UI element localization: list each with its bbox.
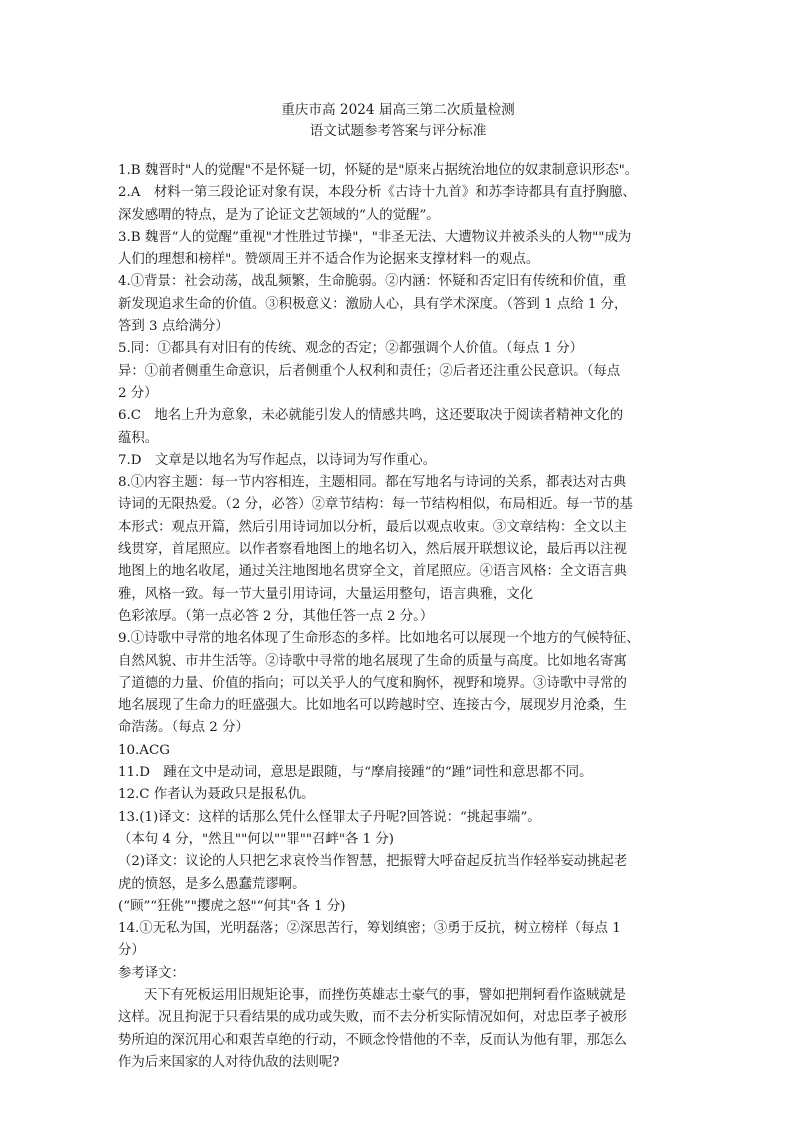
text-line: 地图上的地名收尾，通过关注地图地名贯穿全文，首尾照应。④语言风格：全文语言典 — [118, 564, 627, 580]
text-line: 深发感喟的特点，是为了论证文艺领域的“人的觉醒”。 — [118, 207, 440, 223]
text-line: 答到 3 点给满分） — [118, 319, 229, 335]
text-line: 新发现追求生命的价值。③积极意义：激励人心，具有学术深度。（答到 1 点给 1 分， — [118, 296, 628, 312]
text-line: 参考译文： — [118, 965, 185, 981]
text-line: 命浩荡。（每点 2 分） — [118, 720, 249, 736]
text-line: 地名展现了生命力的旺盛强大。比如地名可以跨越时空、连接古今，展现岁月沧桑，生 — [118, 698, 627, 714]
text-line: 线贯穿，首尾照应。以作者察看地图上的地名切入，然后展开联想议论，最后再以注视 — [118, 542, 627, 558]
document-header — [118, 100, 678, 142]
answer-document — [118, 100, 678, 1074]
text-line: 蕴积。 — [118, 430, 159, 446]
text-line: 2.A 材料一第三段论证对象有误，本段分析《古诗十九首》和苏李诗都具有直抒胸臆、 — [118, 185, 636, 201]
text-line: 这样。况且拘泥于只看结果的成功或失败，而不去分析实际情况如何，对忠臣孝子被形 — [118, 1010, 627, 1026]
text-line: 5.同：①都具有对旧有的传统、观念的否定；②都强调个人价值。（每点 1 分） — [118, 341, 583, 357]
text-line: 色彩浓厚。（第一点必答 2 分，其他任答一点 2 分。） — [118, 608, 434, 624]
text-line: 9.①诗歌中寻常的地名体现了生命形态的多样。比如地名可以展现一个地方的气候特征、 — [118, 631, 640, 647]
document-subtitle: 语文试题参考答案与评分标准 — [309, 123, 487, 139]
text-line: 13.(1)译文：这样的话那么凭什么怪罪太子丹呢?回答说：“挑起事端”。 — [118, 809, 541, 825]
text-line: 14.①无私为国，光明磊落；②深思苦行，筹划缜密；③勇于反抗，树立榜样（每点 1 — [118, 921, 621, 937]
text-line: 1.B 魏晋时"人的觉醒"不是怀疑一切，怀疑的是"原来占据统治地位的奴隶制意识形态"。 — [118, 163, 639, 178]
answer-body — [118, 160, 678, 1074]
text-line: 本形式：观点开篇，然后引用诗词加以分析，最后以观点收束。③文章结构：全文以主 — [118, 519, 627, 535]
text-line: 8.①内容主题：每一节内容相连，主题相同。都在写地名与诗词的关系，都表达对古典 — [118, 475, 627, 491]
text-line: 6.C 地名上升为意象，未必就能引发人的情感共鸣，这还要取决于阅读者精神文化的 — [118, 408, 624, 424]
text-line: 2 分） — [118, 385, 158, 401]
text-line: (“顾”“狂佻”"撄虎之怒"“何其"各 1 分) — [118, 898, 346, 914]
text-line: 诗词的无限热爱。（2 分，必答）②章节结构：每一节结构相似，布局相近。每一节的基 — [118, 497, 633, 513]
text-line: 异：①前者侧重生命意识，后者侧重个人权利和责任；②后者还注重公民意识。（每点 — [118, 363, 621, 379]
text-line: 12.C 作者认为聂政只是报私仇。 — [118, 787, 315, 803]
text-line: 分） — [118, 943, 145, 959]
text-line: 虎的愤怒，是多么愚蠢荒谬啊。 — [118, 876, 306, 892]
text-line: 11.D 踵在文中是动词，意思是跟随，与“摩肩接踵”的“踵”词性和意思都不同。 — [118, 765, 593, 781]
text-line: 雅，风格一致。每一节大量引用诗词，大量运用整句，语言典雅，文化 — [118, 586, 534, 602]
text-line: （2)译文：议论的人只把乞求哀怜当作智慧，把振臂大呼奋起反抗当作轻举妄动挑起老 — [118, 854, 628, 870]
text-line: 作为后来国家的人对待仇敌的法则呢? — [118, 1054, 340, 1070]
text-line: 10.ACG — [118, 742, 170, 758]
document-title: 重庆市高 2024 届高三第二次质量检测 — [281, 102, 515, 118]
text-line: 7.D 文章是以地名为写作起点，以诗词为写作重心。 — [118, 452, 437, 468]
text-line: 4.①背景：社会动荡，战乱频繁，生命脆弱。②内涵：怀疑和否定旧有传统和价值，重 — [118, 274, 627, 290]
text-line: 天下有死板运用旧规矩论事，而挫伤英雄志士豪气的事，譬如把荆轲看作盗贼就是 — [144, 987, 627, 1003]
text-line: 3.B 魏晋“人的觉醒”重视"才性胜过节操"，"非圣无法、大遭物议并被杀头的人物""成为 — [118, 229, 632, 245]
text-line: （本句 4 分，"然且""何以""罪""召衅"各 1 分) — [118, 831, 395, 847]
text-line: 了道德的力量、价值的指向；可以关乎人的气度和胸怀，视野和境界。③诗歌中寻常的 — [118, 675, 627, 691]
text-line: 自然风貌、市井生活等。②诗歌中寻常的地名展现了生命的质量与高度。比如地名寄寓 — [118, 653, 627, 669]
text-line: 势所迫的深沉用心和艰苦卓绝的行动，不顾念怜惜他的不幸，反而认为他有罪，那怎么 — [118, 1032, 627, 1048]
text-line: 人们的理想和榜样"。赞颂周王并不适合作为论据来支撑材料一的观点。 — [118, 252, 540, 268]
